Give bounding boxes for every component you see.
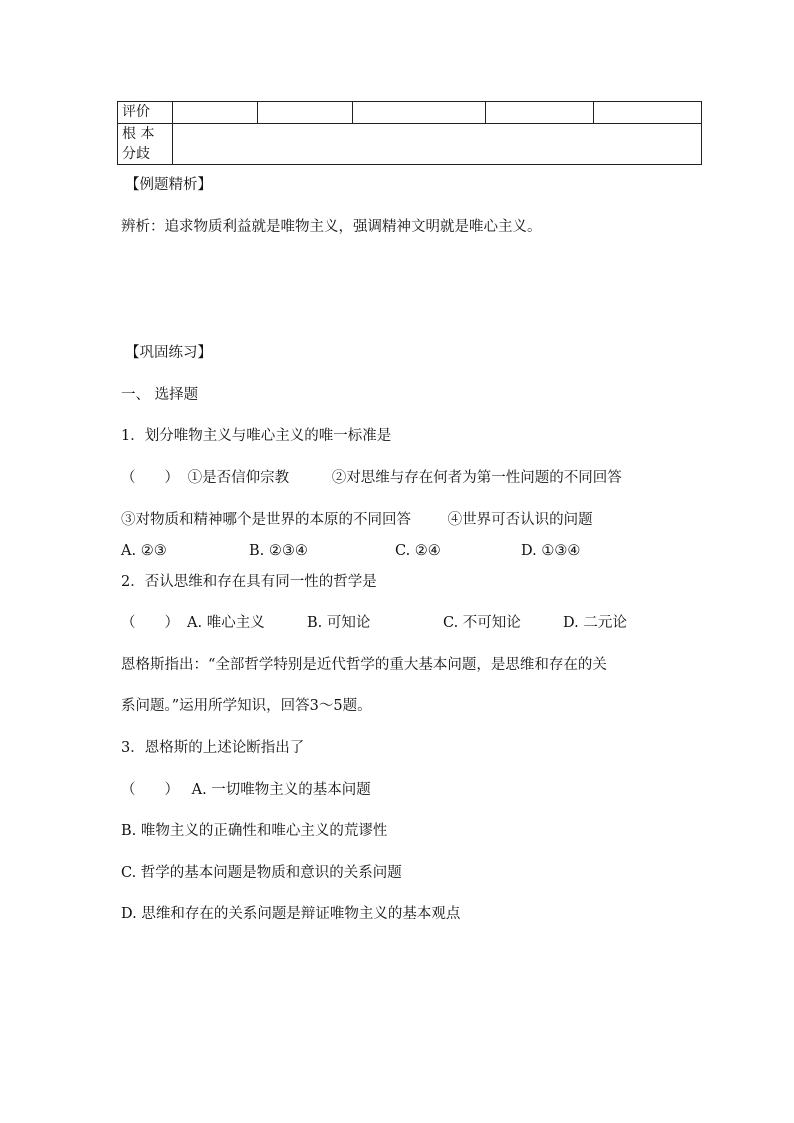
table-cell <box>353 102 486 124</box>
question-1-options-row1 <box>121 469 622 487</box>
choice-c: C. ②④ <box>395 543 441 559</box>
evaluation-table <box>117 101 702 165</box>
table-row <box>118 124 702 165</box>
quote-line-2: 系问题。”运用所学知识，回答3～5题。 <box>121 698 372 714</box>
choice-d: D. 思维和存在的关系问题是辩证唯物主义的基本观点 <box>121 906 461 922</box>
question-3-option-a-row <box>121 781 371 799</box>
choice-c: C. 不可知论 <box>443 615 521 631</box>
table-cell <box>594 102 702 124</box>
table-cell-label: 评价 <box>118 102 173 124</box>
quote-line-1: 恩格斯指出：“全部哲学特别是近代哲学的重大基本问题，是思维和存在的关 <box>121 657 607 673</box>
table-cell <box>486 102 594 124</box>
choice-a: A. 唯心主义 <box>187 615 265 631</box>
answer-blank: （ ） <box>121 782 179 798</box>
practice-heading: 【巩固练习】 <box>125 345 212 361</box>
question-3-stem: 3．恩格斯的上述论断指出了 <box>121 740 305 756</box>
table-cell <box>173 102 258 124</box>
choice-a: A. ②③ <box>121 543 167 559</box>
example-heading: 【例题精析】 <box>125 177 212 193</box>
choice-c: C. 哲学的基本问题是物质和意识的关系问题 <box>121 865 402 881</box>
choice-b: B. 唯物主义的正确性和唯心主义的荒谬性 <box>121 823 388 839</box>
example-text: 辨析：追求物质利益就是唯物主义，强调精神文明就是唯心主义。 <box>121 219 542 235</box>
question-2-stem: 2．否认思维和存在具有同一性的哲学是 <box>121 574 377 590</box>
question-1-options-row2 <box>121 511 593 529</box>
label-line: 分歧 <box>122 146 150 162</box>
choice-d: D. ①③④ <box>521 543 581 559</box>
choice-b: B. 可知论 <box>307 615 371 631</box>
table-row <box>118 102 702 124</box>
option-3: ③对物质和精神哪个是世界的本原的不同回答 <box>121 512 411 528</box>
answer-blank: （ ） <box>121 615 179 631</box>
choice-d: D. 二元论 <box>563 615 627 631</box>
table-cell-label <box>118 124 173 165</box>
choice-b: B. ②③④ <box>249 543 308 559</box>
option-1: ①是否信仰宗教 <box>187 470 290 486</box>
choice-a: A. 一切唯物主义的基本问题 <box>191 782 371 798</box>
table-cell <box>173 124 702 165</box>
option-4: ④世界可否认识的问题 <box>447 512 593 528</box>
section-title: 一、 选择题 <box>121 387 199 403</box>
option-2: ②对思维与存在何者为第一性问题的不同回答 <box>331 470 622 486</box>
answer-blank: （ ） <box>121 470 179 486</box>
table-cell <box>258 102 353 124</box>
question-1-stem: 1．划分唯物主义与唯心主义的唯一标准是 <box>121 428 392 444</box>
label-line: 根 本 <box>122 126 155 142</box>
